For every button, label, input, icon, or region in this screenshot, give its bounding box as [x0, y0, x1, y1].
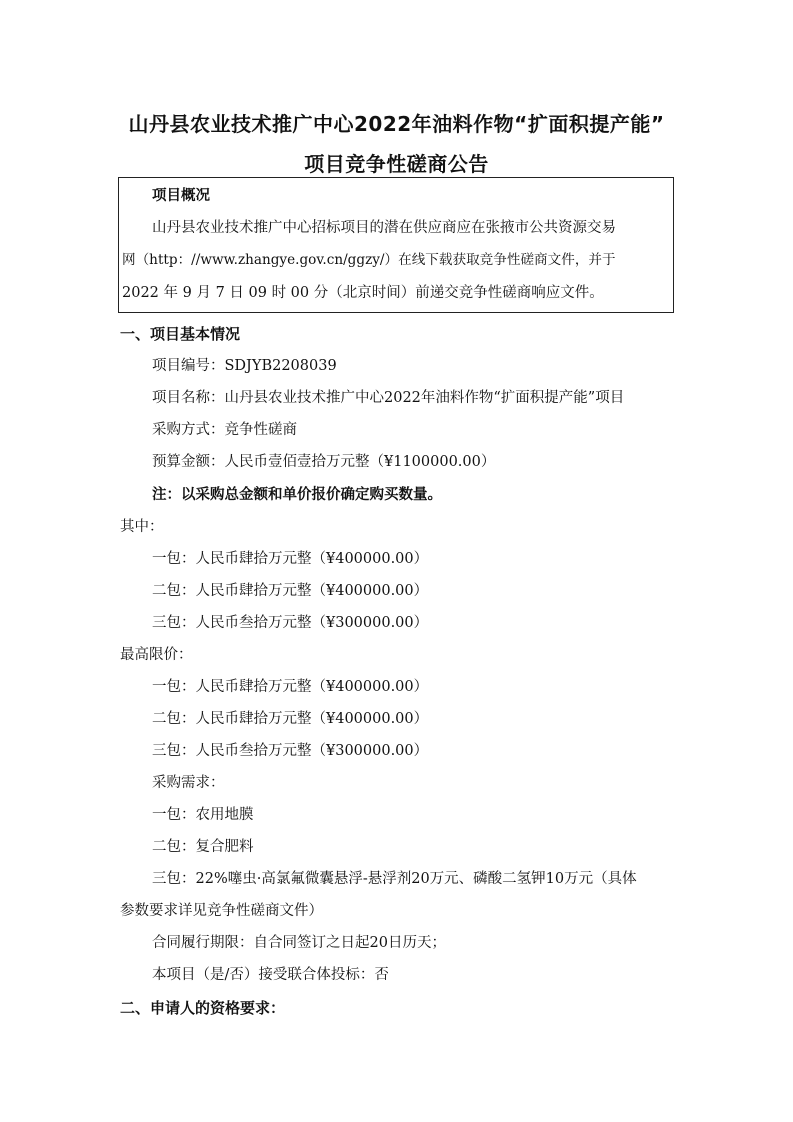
overview-heading: 项目概况: [152, 188, 210, 204]
section2-heading: 二、申请人的资格要求：: [120, 999, 286, 1017]
procurement-method: 采购方式：竞争性磋商: [152, 422, 297, 438]
consortium-bid: 本项目（是/否）接受联合体投标：否: [152, 967, 389, 983]
budget-amount: 预算金额：人民币壹佰壹拾万元整（¥1100000.00）: [152, 454, 496, 470]
among-label: 其中：: [120, 519, 164, 535]
demand-item: 三包：22%噻虫·高氯氟微囊悬浮-悬浮剂20万元、磷酸二氢钾10万元（具体: [152, 871, 637, 887]
overview-line-2: 网（http：//www.zhangye.gov.cn/ggzy/）在线下载获取竞争性磋商文件，并于: [122, 252, 616, 268]
demand-continuation: 参数要求详见竞争性磋商文件）: [120, 903, 323, 919]
project-number: 项目编号：SDJYB2208039: [152, 358, 337, 374]
demand-label: 采购需求：: [152, 775, 225, 791]
among-item: 三包：人民币叁拾万元整（¥300000.00）: [152, 615, 429, 631]
max-price-item: 一包：人民币肆拾万元整（¥400000.00）: [152, 679, 429, 695]
title-line-2: 项目竞争性磋商公告: [304, 152, 489, 176]
max-price-item: 二包：人民币肆拾万元整（¥400000.00）: [152, 711, 429, 727]
contract-period: 合同履行期限：自合同签订之日起20日历天；: [152, 935, 446, 951]
title-line-1: 山丹县农业技术推广中心2022年油料作物“扩面积提产能”: [128, 112, 665, 136]
demand-item: 二包：复合肥料: [152, 839, 254, 855]
demand-item: 一包：农用地膜: [152, 807, 254, 823]
among-item: 二包：人民币肆拾万元整（¥400000.00）: [152, 583, 429, 599]
max-price-item: 三包：人民币叁拾万元整（¥300000.00）: [152, 743, 429, 759]
among-item: 一包：人民币肆拾万元整（¥400000.00）: [152, 551, 429, 567]
budget-note: 注：以采购总金额和单价报价确定购买数量。: [152, 487, 442, 503]
max-price-label: 最高限价：: [120, 647, 193, 663]
overview-line-1: 山丹县农业技术推广中心招标项目的潜在供应商应在张掖市公共资源交易: [152, 220, 616, 236]
section1-heading: 一、项目基本情况: [120, 325, 241, 343]
project-name: 项目名称：山丹县农业技术推广中心2022年油料作物“扩面积提产能”项目: [152, 390, 625, 406]
overview-line-3: 2022 年 9 月 7 日 09 时 00 分（北京时间）前递交竞争性磋商响应文件。: [122, 285, 604, 301]
